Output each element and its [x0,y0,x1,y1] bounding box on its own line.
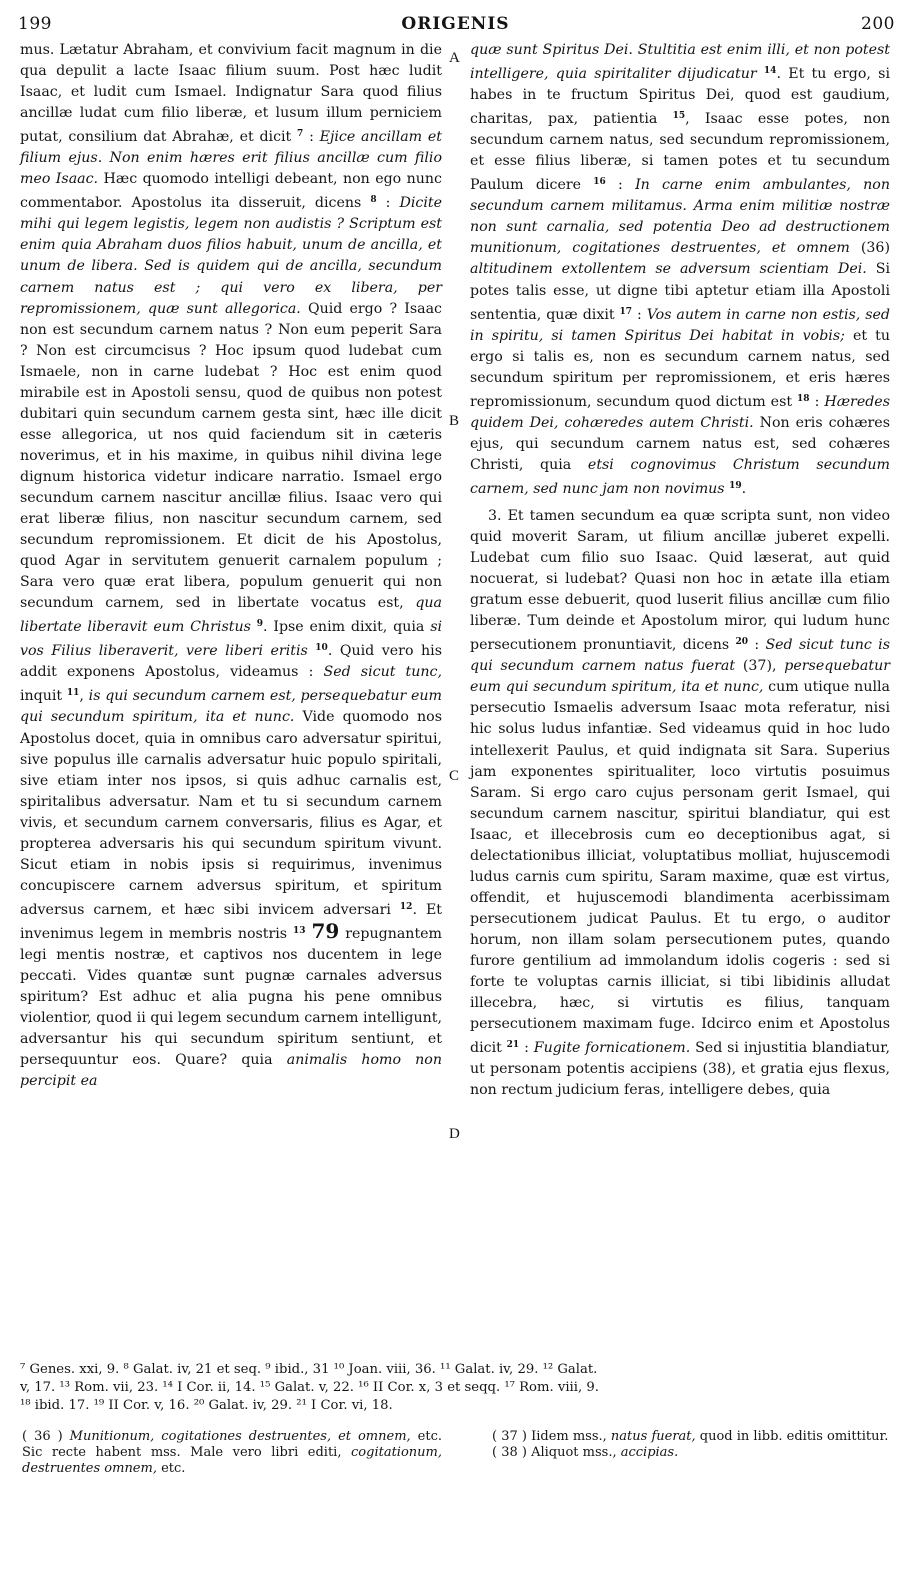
page-number-right: 200 [861,14,895,34]
variant-lemma: accipias. [620,1445,679,1460]
text-column-left [20,40,442,1092]
text-column-right [470,40,890,1101]
variant-text: etc. [156,1461,186,1476]
variant-label: ( 36 ) [22,1429,70,1444]
variant-label: ( 37 ) Iidem mss., [492,1429,611,1444]
variant-notes-right [492,1429,892,1461]
variant-lemma: natus fuerat, [610,1429,696,1444]
footnote-line: v, 17. ¹³ Rom. vii, 23. ¹⁴ I Cor. ii, 14. ¹⁵ Galat. v, 22. ¹⁶ II Cor. x, 3 et seqq. ¹⁷ Rom. viii, 9. [20,1380,599,1395]
variant-note-36 [22,1429,442,1477]
variant-label: ( 38 ) Aliquot mss., [492,1445,621,1460]
variant-lemma: Munitionum, cogitationes destruentes, et omnem, [69,1429,411,1444]
footnote-line: ⁷ Genes. xxi, 9. ⁸ Galat. iv, 21 et seq. ⁹ ibid., 31 ¹⁰ Joan. viii, 36. ¹¹ Galat. iv, 29. ¹² Galat. [20,1362,598,1377]
variant-note-37 [492,1429,892,1445]
page-number-left: 199 [18,14,52,34]
variant-text: quod in libb. editis omittitur. [695,1429,889,1444]
margin-marker-d: D [449,1126,460,1142]
margin-marker-a: A [449,50,460,66]
variant-lemma: cogitationum, destruentes omnem, [22,1445,442,1476]
running-title: ORIGENIS [401,14,510,34]
paragraph: quæ sunt Spiritus Dei. Stultitia est enim illi, et non potest intelligere, quia spiritaliter dijudicatur $^{14}$. Et tu ergo, si habes in te fructum Spiritus Dei, quod est gaudium, charitas, pax, patientia $^{15}$, Isaac esse potes, non secundum carnem natus, sed secundum repromissionem, et esse filius liberæ, si tamen potes et tu secundum Paulum dicere $^{16}$ : In carne enim ambulantes, non secundum carnem militamus. Arma enim militiæ nostræ non sunt carnalia, sed potentia Deo ad destructionem munitionum, cogitationes destruentes, et omnem (36) altitudinem extollentem se adversum scientiam Dei. Si potes talis esse, ut digne tibi aptetur etiam illa Apostoli sententia, quæ dixit $^{17}$ : Vos autem in carne non estis, sed in spiritu, si tamen Spiritus Dei habitat in vobis; et tu ergo si talis es, non es secundum carnem natus, sed secundum spiritum per repromissionem, et eris hæres repromissionum, secundum quod dictum est $^{18}$ : Hæredes quidem Dei, cohæredes autem Christi. Non eris cohæres ejus, qui secundum carnem natus est, sed cohæres Christi, quia etsi cognovimus Christum secundum carnem, sed nunc jam non novimus $^{19}$. [470,42,891,497]
footnotes [20,1361,892,1415]
margin-marker-c: C [449,768,460,784]
footnote-line: ¹⁸ ibid. 17. ¹⁹ II Cor. v, 16. ²⁰ Galat. iv, 29. ²¹ I Cor. vi, 18. [20,1398,393,1413]
variant-note-38 [492,1445,892,1461]
paragraph: mus. Lætatur Abraham, et convivium facit magnum in die qua depulit a lacte Isaac filium suum. Post hæc ludit Isaac, et ludit cum Ismael. Indignatur Sara quod filius ancillæ ludat cum filio liberæ, et lusum illum perniciem putat, consilium dat Abrahæ, et dicit $^7$ : Ejice ancillam et filium ejus. Non enim hæres erit filius ancillæ cum filio meo Isaac. Hæc quomodo intelligi debeant, non ego nunc commentabor. Apostolus ita disseruit, dicens $^8$ : Dicite mihi qui legem legistis, legem non audistis ? Scriptum est enim quia Abraham duos filios habuit, unum de ancilla, et unum de libera. Sed is quidem qui de ancilla, secundum carnem natus est ; qui vero ex libera, per repromissionem, quæ sunt allegorica. Quid ergo ? Isaac non est secundum carnem natus ? Non eum peperit Sara ? Non est circumcisus ? Hoc ipsum quod ludebat cum Ismaele, non in carne ludebat ? Hoc est enim quod mirabile est in Apostoli sensu, quod de quibus non potest dubitari quin secundum carnem gesta sint, hæc ille dicit esse allegorica, ut nos quid faciendum sit in cæteris noverimus, et in his maxime, in quibus nihil divina lege dignum historica videtur indicare narratio. Ismael ergo secundum carnem nascitur ancillæ filius. Isaac vero qui erat liberæ filius, non nascitur secundum carnem, sed secundum repromissionem. Et dicit de his Apostolus, quod Agar in servitutem genuerit carnalem populum ; Sara vero quæ erat libera, populum genuerit qui non secundum carnem, sed in libertate vocatus est, qua libertate liberavit eum Christus $^9$. Ipse enim dixit, quia si vos Filius liberaverit, vere liberi eritis $^{10}$. Quid vero his addit exponens Apostolus, videamus : Sed sicut tunc, inquit $^{11}$, is qui secundum carnem est, persequebatur eum qui secundum spiritum, ita et nunc. Vide quomodo nos Apostolus docet, quia in omnibus caro adversatur spiritui, sive populus ille carnalis adversatur huic populo spiritali, sive etiam inter nos ipsos, si quis adhuc carnalis est, spiritalibus adversatur. Nam et tu si secundum carnem vivis, et secundum carnem conversaris, filius es Agar, et propterea adversaris his qui secundum spiritum vivunt. Sicut etiam in nobis ipsis si requirimus, invenimus concupiscere carnem adversus spiritum, et spiritum adversus carnem, et hæc sibi invicem adversari $^{12}$. Et invenimus legem in membris nostris $^{13}$ 79 repugnantem legi mentis nostræ, et captivos nos ducentem in lege peccati. Vides quantæ sunt pugnæ carnales adversus spiritum? Est adhuc et alia pugna his pene omnibus violentior, quod ii qui legem secundum carnem intelligunt, adversantur his qui secundum spiritum sentiunt, et persequuntur eos. Quare? quia animalis homo non percipit ea [20,42,443,1090]
folio-number: 79 [311,918,340,943]
variant-text: etc. Sic recte habent mss. Male vero libri editi, [22,1429,442,1460]
paragraph: 3. Et tamen secundum ea quæ scripta sunt, non video quid moverit Saram, ut filium ancillæ juberet expelli. Ludebat cum filio suo Isaac. Quid læserat, aut quid nocuerat, si ludebat? Quasi non hoc in ætate illa etiam gratum esse debuerit, quod luserit filius ancillæ cum filio liberæ. Tum deinde et Apostolum miror, qui ludum hunc persecutionem pronuntiavit, dicens $^{20}$ : Sed sicut tunc is qui secundum carnem natus fuerat (37), persequebatur eum qui secundum spiritum, ita et nunc, cum utique nulla persecutio Ismaelis adversum Isaac mota referatur, nisi hic solus ludus infantiæ. Sed videamus quid in hoc ludo intellexerit Paulus, et quid indignata sit Sara. Superius jam exponentes spiritualiter, loco virtutis posuimus Saram. Si ergo caro cujus personam gerit Ismael, qui secundum carnem nascitur, spiritui blandiatur, qui est Isaac, et illecebrosis cum eo deceptionibus agat, si delectationibus illiciat, voluptatibus molliat, hujuscemodi ludus carnis cum spiritu, Saram maxime, quæ est virtus, offendit, et hujuscemodi blandimenta acerbissimam persecutionem judicat Paulus. Et tu ergo, o auditor horum, non illam solam persecutionem putes, quando furore gentilium ad immolandum idolis cogeris : sed si forte te voluptas carnis illiciat, si tibi libidinis alludat illecebra, hæc, si virtutis es filius, tanquam persecutionem maximam fuge. Idcirco enim et Apostolus dicit $^{21}$ : Fugite fornicationem. Sed si injustitia blandiatur, ut personam potentis accipiens (38), et gratia ejus flexus, non rectum judicium feras, intelligere debes, quia [470,507,890,1099]
margin-marker-b: B [449,413,460,429]
